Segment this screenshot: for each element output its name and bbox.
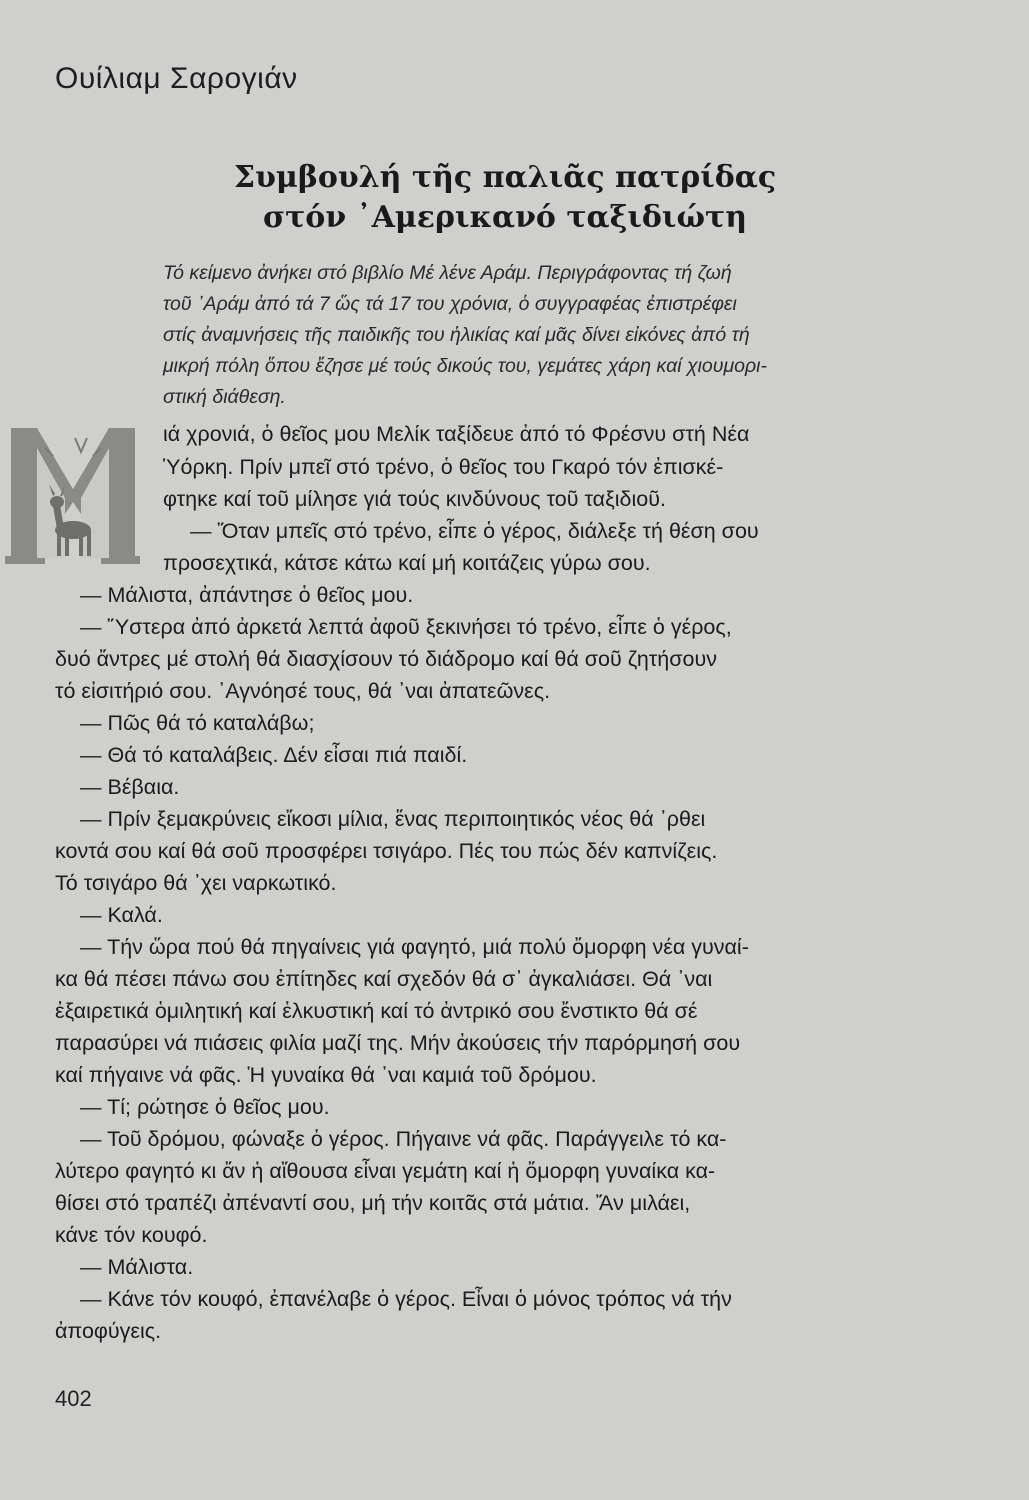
intro-line: στίς ἀναμνήσεις τῆς παιδικῆς του ἡλικίας καί μᾶς δίνει εἰκόνες ἀπό τή	[163, 324, 750, 346]
body-line: λύτερο φαγητό κι ἄν ἡ αἴθουσα εἶναι γεμάτη καί ἡ ὄμορφη γυναίκα κα-	[55, 1159, 716, 1183]
body-line: ιά χρονιά, ὁ θεῖος μου Μελίκ ταξίδευε ἀπό τό Φρέσνυ στή Νέα	[163, 422, 750, 446]
intro-line: Τό κείμενο ἀνήκει στό βιβλίο Μέ λένε Αράμ. Περιγράφοντας τή ζωή	[163, 262, 732, 284]
intro-line: στική διάθεση.	[163, 386, 286, 408]
body-line: — Μάλιστα, ἀπάντησε ὁ θεῖος μου.	[80, 583, 414, 607]
body-line: — Καλά.	[80, 903, 163, 927]
body-line: Ὑόρκη. Πρίν μπεῖ στό τρένο, ὁ θεῖος του Γκαρό τόν ἐπισκέ-	[163, 455, 724, 479]
body-line: — Πῶς θά τό καταλάβω;	[80, 711, 315, 735]
body-line: — Κάνε τόν κουφό, ἐπανέλαβε ὁ γέρος. Εἶναι ὁ μόνος τρόπος νά τήν	[80, 1287, 732, 1311]
body-line: — Ὕστερα ἀπό ἀρκετά λεπτά ἀφοῦ ξεκινήσει τό τρένο, εἶπε ὁ γέρος,	[80, 615, 732, 639]
body-line: κοντά σου καί θά σοῦ προσφέρει τσιγάρο. Πές του πώς δέν καπνίζεις.	[55, 839, 718, 863]
body-line: — Βέβαια.	[80, 775, 180, 799]
body-line: ἐξαιρετικά ὁμιλητική καί ἑλκυστική καί τό ἀντρικό σου ἔνστικτο θά σέ	[55, 999, 698, 1023]
body-line: παρασύρει νά πιάσεις φιλία μαζί της. Μήν ἀκούσεις τήν παρόρμησή σου	[55, 1031, 741, 1055]
body-line: ἀποφύγεις.	[55, 1319, 162, 1343]
body-line: — Τοῦ δρόμου, φώναξε ὁ γέρος. Πήγαινε νά φᾶς. Παράγγειλε τό κα-	[80, 1127, 727, 1151]
body-line: δυό ἄντρες μέ στολή θά διασχίσουν τό διάδρομο καί θά σοῦ ζητήσουν	[55, 647, 717, 671]
body-line: — Τήν ὥρα πού θά πηγαίνεις γιά φαγητό, μιά πολύ ὄμορφη νέα γυναί-	[80, 935, 749, 959]
intro-paragraph	[163, 258, 908, 413]
intro-line: τοῦ ᾿Αράμ ἀπό τά 7 ὥς τά 17 του χρόνια, ὁ συγγραφέας ἐπιστρέφει	[163, 293, 737, 315]
body-line: — Ὅταν μπεῖς στό τρένο, εἶπε ὁ γέρος, διάλεξε τή θέση σου	[190, 519, 759, 543]
body-line: κάνε τόν κουφό.	[55, 1223, 208, 1247]
body-line: καί πήγαινε νά φᾶς. Ἡ γυναίκα θά ᾿ναι καμιά τοῦ δρόμου.	[55, 1063, 597, 1087]
drop-cap-illustration	[5, 418, 140, 568]
page-number: 402	[55, 1386, 92, 1411]
title-line-2: στόν ᾿Αμερικανό ταξιδιώτη	[263, 200, 747, 235]
body-line: κα θά πέσει πάνω σου ἐπίτηδες καί σχεδόν θά σ᾿ ἀγκαλιάσει. Θά ᾿ναι	[55, 967, 713, 991]
body-line: — Πρίν ξεμακρύνεις εἴκοσι μίλια, ἕνας περιποιητικός νέος θά ᾿ρθει	[80, 807, 706, 831]
body-line: θίσει στό τραπέζι ἀπέναντί σου, μή τήν κοιτᾶς στά μάτια. Ἄν μιλάει,	[55, 1191, 691, 1215]
body-line: προσεχτικά, κάτσε κάτω καί μή κοιτάζεις γύρω σου.	[163, 551, 651, 575]
body-line: — Θά τό καταλάβεις. Δέν εἶσαι πιά παιδί.	[80, 743, 468, 767]
body-line: — Μάλιστα.	[80, 1255, 194, 1279]
body-line: φτηκε καί τοῦ μίλησε γιά τούς κινδύνους τοῦ ταξιδιοῦ.	[163, 487, 666, 511]
body-line: Τό τσιγάρο θά ᾿χει ναρκωτικό.	[55, 871, 337, 895]
intro-line: μικρή πόλη ὅπου ἔζησε μέ τούς δικούς του, γεμάτες χάρη καί χιουμορι-	[163, 355, 768, 377]
body-line: — Τί; ρώτησε ὁ θεῖος μου.	[80, 1095, 330, 1119]
body-line: τό εἰσιτήριό σου. ᾿Αγνόησέ τους, θά ᾿ναι ἀπατεῶνες.	[55, 679, 551, 703]
author-name: Ουίλιαμ Σαρογιάν	[55, 62, 298, 95]
title-line-1: Συμβουλή τῆς παλιᾶς πατρίδας	[233, 160, 777, 195]
